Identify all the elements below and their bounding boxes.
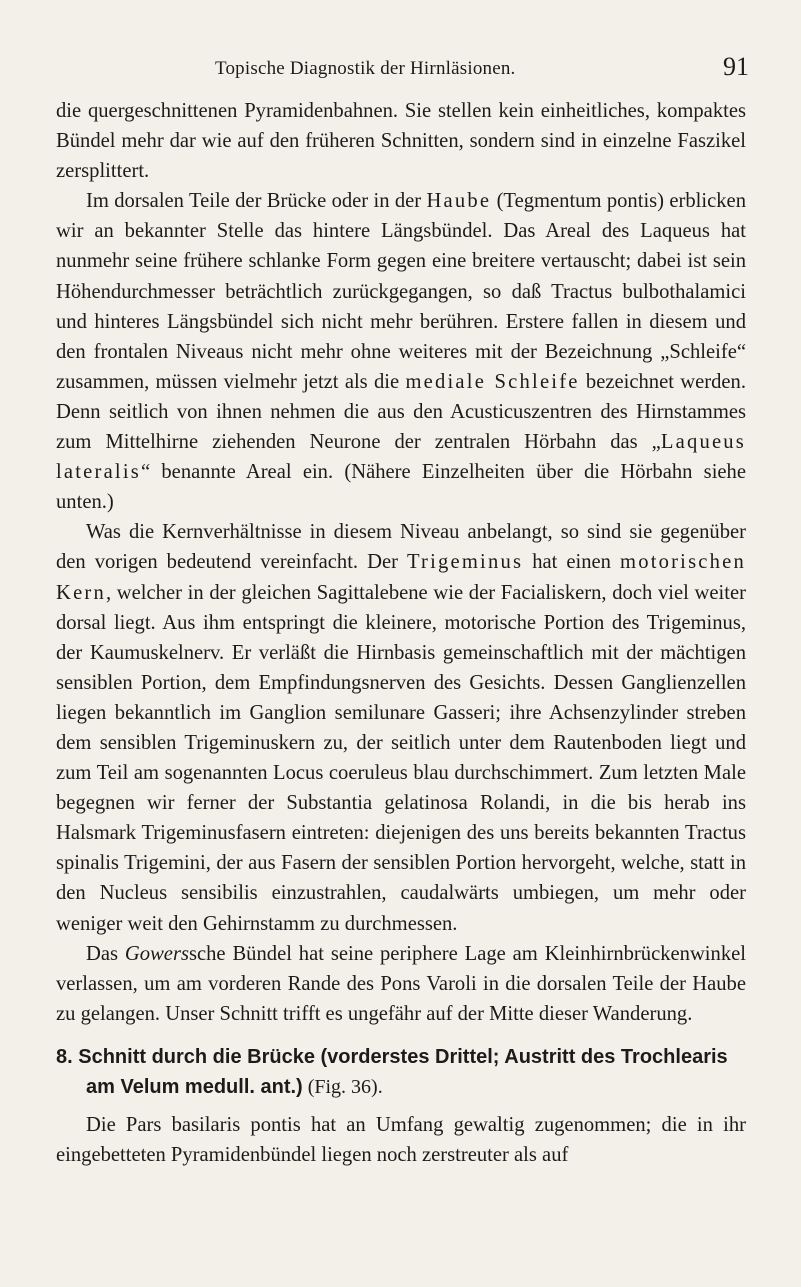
section-heading-text: 8. Schnitt durch die Brücke (vorderstes Drittel; Austritt des Trochlearis am Velum medull. ant.) (56, 1045, 728, 1098)
spaced-emphasis: mediale Schleife (405, 370, 580, 393)
text-run: hat einen (523, 551, 620, 574)
text-run: die quergeschnittenen Pyramidenbahnen. Sie stellen kein einheitliches, kompaktes Bündel mehr dar wie auf den früheren Schnitten, sondern sind in einzelne Faszikel zersplittert. (56, 100, 746, 183)
italic-name: Gowers (124, 942, 189, 965)
text-run: Was die Kernverhältnisse in diesem Niveau anbelangt, so sind sie gegenüber den vorigen bedeutend vereinfacht. Der (56, 521, 746, 574)
page-body (56, 96, 746, 1170)
spaced-emphasis: Laqueus lateralis (56, 431, 746, 484)
text-run: bezeichnet werden. Denn seitlich von ihnen nehmen die aus den Acusticuszentren des Hirnstammes zum Mittelhirne ziehenden Neurone der zentralen Hörbahn das „ (56, 370, 746, 454)
text-run: sche Bündel hat seine periphere Lage am Kleinhirnbrückenwinkel verlassen, um am vorderen Rande des Pons Varoli in die dorsalen Teile der Haube zu gelangen. Unser Schnitt trifft es ungefähr auf der Mitte dieser Wanderung. (56, 942, 746, 1025)
page-header (0, 52, 801, 86)
text-run: Die Pars basilaris pontis hat an Umfang gewaltig zugenommen; die in ihr eingebetteten Pyramidenbündel liegen noch zerstreuter als auf (56, 1113, 746, 1166)
spaced-emphasis: Trigeminus (406, 551, 524, 574)
spaced-emphasis: motorischen Kern (56, 551, 746, 604)
paragraph (56, 939, 746, 1029)
paragraph (56, 186, 746, 517)
text-run: “ benannte Areal ein. (Nähere Einzelheiten über die Hörbahn siehe unten.) (56, 461, 746, 514)
final-paragraph-container (56, 1110, 746, 1170)
section-heading (56, 1042, 746, 1102)
text-run: (Tegmentum pontis) erblicken wir an bekannter Stelle das hintere Längsbündel. Das Areal des Laqueus hat nunmehr seine frühere schlanke Form gegen eine breitere vertauscht; dabei ist sein Höhendurchmesser beträchtlich zurückgegangen, so daß Tractus bulbothalamici und hinteres Längsbündel sich nicht mehr berühren. Erstere fallen in diesem und den frontalen Niveaus nicht mehr ohne weiteres mit der Bezeichnung „Schleife“ zusammen, müssen vielmehr jetzt als die (56, 190, 746, 393)
paragraph-list (56, 96, 746, 1029)
running-title: Topische Diagnostik der Hirnläsionen. (215, 58, 516, 79)
paragraph (56, 517, 746, 938)
text-run: , welcher in der gleichen Sagittalebene wie der Facialiskern, doch viel weiter dorsal liegt. Aus ihm entspringt die kleinere, motorische Portion des Trigeminus, der Kaumuskelnerv. Er verläßt die Hirnbasis gemeinschaftlich mit der mächtigen sensiblen Portion, dem Empfindungsnerven des Gesichts. Dessen Ganglienzellen liegen bekanntlich im Ganglion semilunare Gasseri; ihre Achsenzylinder streben dem sensiblen Trigeminuskern zu, der seitlich unter dem Rautenboden liegt und zum Teil am sogenannten Locus coeruleus blau durchschimmert. Zum letzten Male begegnen wir ferner der Substantia gelatinosa Rolandi, in die bis herab ins Halsmark Trigeminusfasern eintreten: diejenigen des uns bereits bekannten Tractus spinalis Trigemini, der aus Fasern der sensiblen Portion hervorgeht, welche, statt in den Nucleus sensibilis einzustrahlen, caudalwärts umbiegen, um mehr oder weniger weit den Gehirnstamm zu durchmessen. (56, 581, 746, 935)
figure-reference: (Fig. 36). (302, 1075, 383, 1098)
paragraph (56, 96, 746, 186)
text-run: Im dorsalen Teile der Brücke oder in der (86, 190, 427, 213)
page-number: 91 (723, 52, 749, 81)
text-run: Das (86, 942, 125, 965)
paragraph (56, 1110, 746, 1170)
spaced-emphasis: Haube (426, 190, 492, 213)
